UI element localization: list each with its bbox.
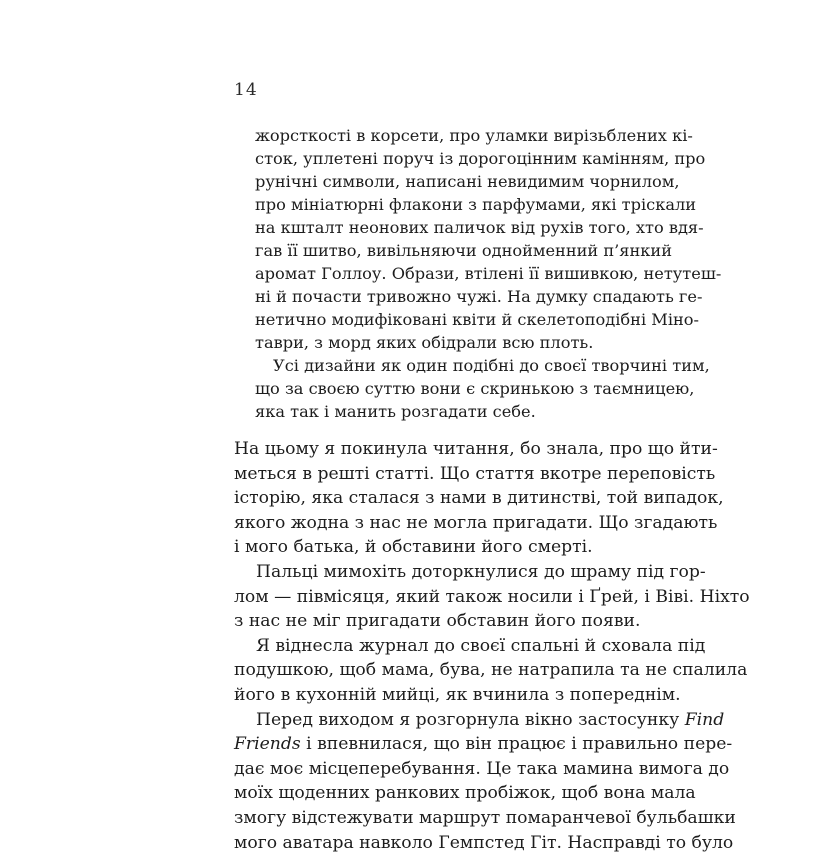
quote-line: яка так і манить розгадати себе. <box>255 400 623 423</box>
body-line-text: Перед виходом я розгорнула вікно застосунку <box>256 710 685 730</box>
body-line: подушкою, щоб мама, бува, не натрапила та не спалила <box>234 658 644 683</box>
body-line <box>234 708 644 733</box>
quote-line: аромат Голлоу. Образи, втілені її вишивкою, нетутеш- <box>255 262 623 285</box>
quote-line: що за своєю суттю вони є скринькою з таємницею, <box>255 377 623 400</box>
body-text <box>234 437 644 855</box>
quote-line: Усі дизайни як один подібні до своєї творчині тим, <box>255 354 623 377</box>
body-line: якого жодна з нас не могла пригадати. Що згадають <box>234 511 644 536</box>
quote-line: гав її шитво, вивільняючи однойменний п’янкий <box>255 239 623 262</box>
body-line: історію, яка сталася з нами в дитинстві, той випадок, <box>234 486 644 511</box>
quote-line: рунічні символи, написані невидимим чорнилом, <box>255 170 623 193</box>
body-line: На цьому я покинула читання, бо знала, про що йти- <box>234 437 644 462</box>
quote-line: жорсткості в корсети, про уламки вирізьблених кі- <box>255 124 623 147</box>
quote-line: про мініатюрні флакони з парфумами, які тріскали <box>255 193 623 216</box>
body-line: з нас не міг пригадати обставин його появи. <box>234 609 644 634</box>
body-line: дає моє місцеперебування. Це така мамина вимога до <box>234 757 644 782</box>
body-line <box>234 732 644 757</box>
body-line: меться в решті статті. Що стаття вкотре переповість <box>234 462 644 487</box>
body-line: його в кухонній мийці, як вчинила з попереднім. <box>234 683 644 708</box>
body-line-text: і впевнилася, що він працює і правильно пере- <box>301 734 733 754</box>
quote-line: нетично модифіковані квіти й скелетоподібні Міно- <box>255 308 623 331</box>
app-name-italic: Find <box>685 710 725 730</box>
app-name-italic: Friends <box>234 734 301 754</box>
quote-line: ні й почасти тривожно чужі. На думку спадають ге- <box>255 285 623 308</box>
body-line: лом — півмісяця, який також носили і Ґрей, і Віві. Ніхто <box>234 585 644 610</box>
body-line: змогу відстежувати маршрут помаранчевої бульбашки <box>234 806 644 831</box>
body-line: Пальці мимохіть доторкнулися до шраму під гор- <box>234 560 644 585</box>
body-line: Я віднесла журнал до своєї спальні й сховала під <box>234 634 644 659</box>
quote-line: на кшталт неонових паличок від рухів того, хто вдя- <box>255 216 623 239</box>
page-number: 14 <box>234 80 258 100</box>
body-line: моїх щоденних ранкових пробіжок, щоб вона мала <box>234 781 644 806</box>
quote-block <box>255 124 623 423</box>
quote-line: сток, уплетені поруч із дорогоцінним камінням, про <box>255 147 623 170</box>
body-line: і мого батька, й обставини його смерті. <box>234 535 644 560</box>
quote-line: таври, з морд яких обідрали всю плоть. <box>255 331 623 354</box>
body-line: мого аватара навколо Гемпстед Гіт. Насправді то було <box>234 831 644 855</box>
